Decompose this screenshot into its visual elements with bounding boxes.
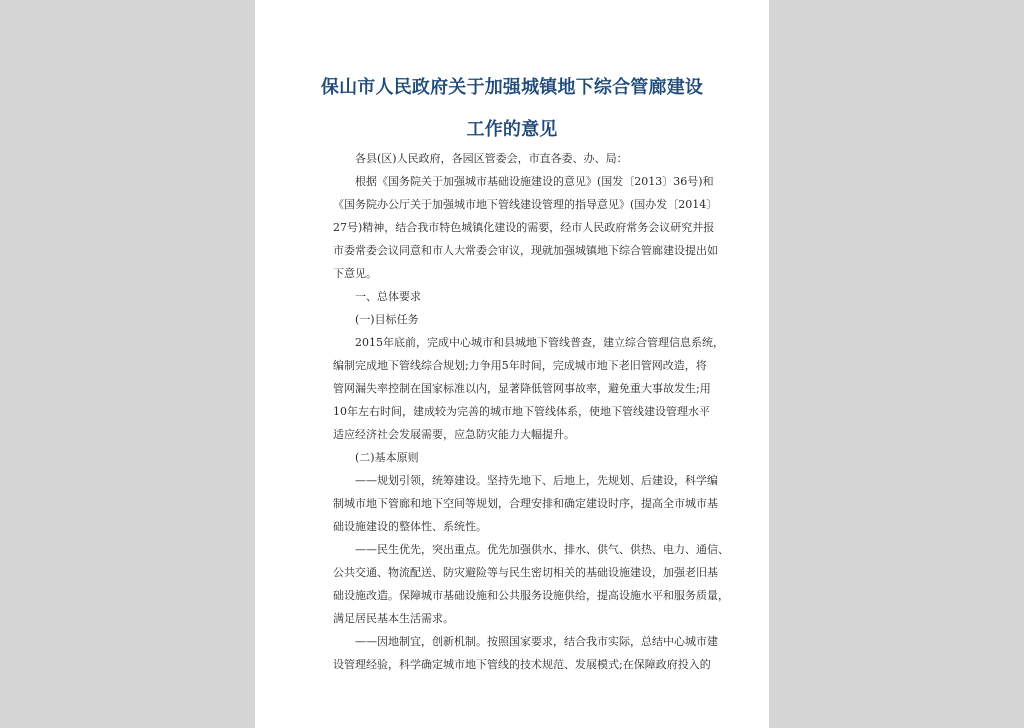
paragraph-line: 制城市地下管廊和地下空间等规划，合理安排和确定建设时序，提高全市城市基 [333, 497, 718, 510]
document-title-line-2: 工作的意见 [466, 119, 558, 140]
paragraph-line: 础设施建设的整体性、系统性。 [333, 520, 487, 533]
paragraph-line: 10年左右时间，建成较为完善的城市地下管线体系，使地下管线建设管理水平 [333, 405, 710, 418]
paragraph-line: 2015年底前，完成中心城市和县城地下管线普查，建立综合管理信息系统， [355, 336, 724, 349]
paragraph-line: 管网漏失率控制在国家标准以内，显著降低管网事故率，避免重大事故发生;用 [333, 382, 711, 395]
salutation-line: 各县(区)人民政府，各园区管委会，市直各委、办、局： [355, 152, 628, 165]
paragraph-line: ——民生优先，突出重点。优先加强供水、排水、供气、供热、电力、通信、 [355, 543, 729, 556]
paragraph-line: 编制完成地下管线综合规划;力争用5年时间，完成城市地下老旧管网改造，将 [333, 359, 707, 372]
paragraph-line: 根据《国务院关于加强城市基础设施建设的意见》(国发〔2013〕36号)和 [355, 175, 714, 188]
subsection-heading: (一)目标任务 [355, 313, 419, 326]
document-body [333, 152, 729, 681]
paragraph-line: 下意见。 [333, 267, 377, 280]
subsection-heading: (二)基本原则 [355, 451, 419, 464]
section-heading: 一、总体要求 [355, 290, 421, 303]
paragraph-line: ——因地制宜，创新机制。按照国家要求，结合我市实际，总结中心城市建 [355, 635, 718, 648]
paragraph-line: 27号)精神，结合我市特色城镇化建设的需要，经市人民政府常务会议研究并报 [333, 221, 715, 234]
paragraph-line: 适应经济社会发展需要，应急防灾能力大幅提升。 [333, 428, 575, 441]
paragraph-line: 《国务院办公厅关于加强城市地下管线建设管理的指导意见》(国办发〔2014〕 [333, 198, 718, 211]
paragraph-line: 础设施改造。保障城市基础设施和公共服务设施供给，提高设施水平和服务质量， [333, 589, 729, 602]
document-title-line-1: 保山市人民政府关于加强城镇地下综合管廊建设 [320, 77, 704, 98]
paragraph-line: ——规划引领，统筹建设。坚持先地下、后地上，先规划、后建设，科学编 [355, 474, 718, 487]
paragraph-line: 设管理经验，科学确定城市地下管线的技术规范、发展模式;在保障政府投入的 [333, 658, 711, 671]
document-page [255, 0, 769, 728]
paragraph-line: 市委常委会议同意和市人大常委会审议，现就加强城镇地下综合管廊建设提出如 [333, 244, 718, 257]
paragraph-line: 满足居民基本生活需求。 [333, 612, 454, 625]
paragraph-line: 公共交通、物流配送、防灾避险等与民生密切相关的基础设施建设，加强老旧基 [333, 566, 718, 579]
